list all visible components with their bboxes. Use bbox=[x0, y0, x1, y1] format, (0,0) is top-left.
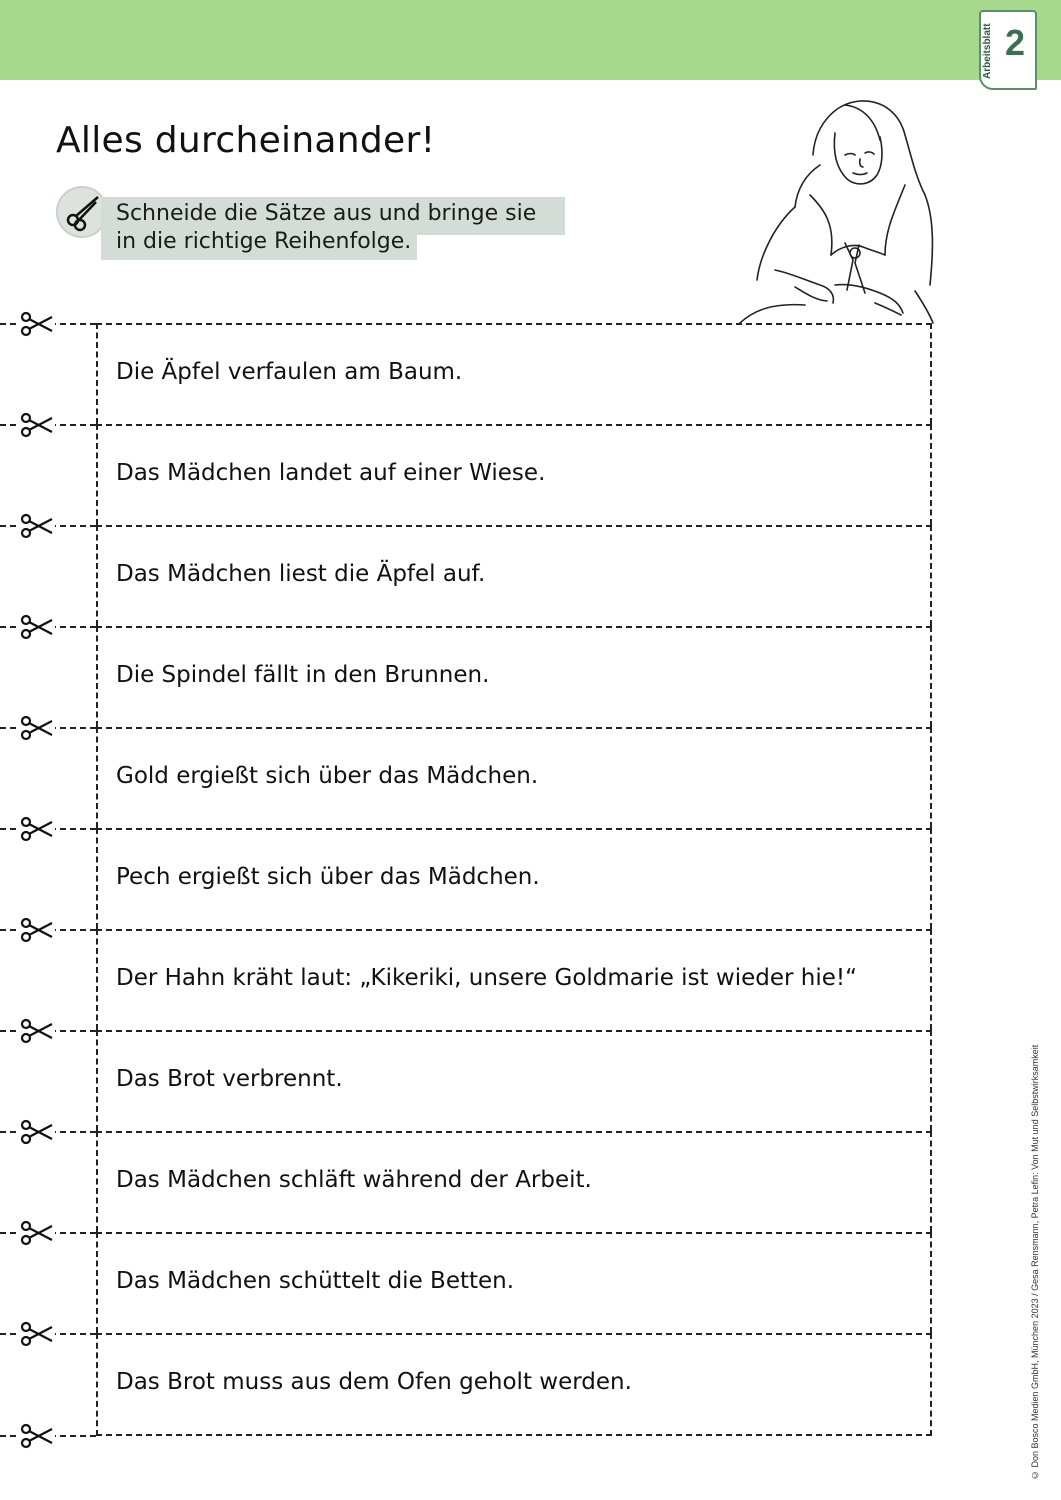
sentence-text: Die Äpfel verfaulen am Baum. bbox=[116, 359, 463, 385]
sentence-strip bbox=[96, 525, 932, 626]
scissors-icon bbox=[19, 715, 55, 741]
task-instruction-line: in die richtige Reihenfolge. bbox=[116, 229, 412, 254]
scissors-icon bbox=[19, 614, 55, 640]
sentence-strip bbox=[96, 1232, 932, 1333]
sentence-text: Das Mädchen liest die Äpfel auf. bbox=[116, 561, 486, 587]
worksheet-badge bbox=[979, 10, 1037, 90]
sentence-text: Das Mädchen landet auf einer Wiese. bbox=[116, 460, 546, 486]
badge-label: Arbeitsblatt bbox=[982, 23, 993, 79]
sentence-strip bbox=[96, 1333, 932, 1436]
scissors-icon bbox=[19, 1018, 55, 1044]
sentence-text: Gold ergießt sich über das Mädchen. bbox=[116, 763, 539, 789]
scissors-icon bbox=[19, 1423, 55, 1449]
scissors-icon bbox=[19, 917, 55, 943]
woman-spinning-illustration bbox=[735, 95, 945, 327]
sentence-text: Das Mädchen schläft während der Arbeit. bbox=[116, 1167, 592, 1193]
sentence-strip bbox=[96, 424, 932, 525]
sentence-strip bbox=[96, 727, 932, 828]
copyright-notice: © Don Bosco Medien GmbH, München 2023 / Gesa Rensmann, Petra Lefin: Von Mut und Selbstwirksamkeit bbox=[1030, 1044, 1040, 1480]
header-bar bbox=[0, 0, 1061, 80]
sentence-text: Das Brot muss aus dem Ofen geholt werden. bbox=[116, 1369, 632, 1395]
scissors-icon bbox=[19, 412, 55, 438]
task-instruction-line: Schneide die Sätze aus und bringe sie bbox=[116, 201, 537, 226]
scissors-icon bbox=[19, 1220, 55, 1246]
sentence-strip bbox=[96, 828, 932, 929]
scissors-icon bbox=[19, 311, 55, 337]
sentence-strip bbox=[96, 1131, 932, 1232]
scissors-icon bbox=[19, 1119, 55, 1145]
sentence-strip bbox=[96, 929, 932, 1030]
sentence-text: Pech ergießt sich über das Mädchen. bbox=[116, 864, 540, 890]
sentence-text: Das Brot verbrennt. bbox=[116, 1066, 343, 1092]
sentence-text: Das Mädchen schüttelt die Betten. bbox=[116, 1268, 515, 1294]
sentence-text: Der Hahn kräht laut: „Kikeriki, unsere Goldmarie ist wieder hie!“ bbox=[116, 965, 858, 991]
sentence-strip bbox=[96, 323, 932, 424]
page-title: Alles durcheinander! bbox=[56, 120, 436, 161]
badge-number: 2 bbox=[1005, 22, 1026, 63]
scissors-icon bbox=[19, 1321, 55, 1347]
scissors-icon bbox=[19, 513, 55, 539]
sentence-strip bbox=[96, 1030, 932, 1131]
sentence-strip bbox=[96, 626, 932, 727]
scissors-icon bbox=[19, 816, 55, 842]
sentence-text: Die Spindel fällt in den Brunnen. bbox=[116, 662, 490, 688]
